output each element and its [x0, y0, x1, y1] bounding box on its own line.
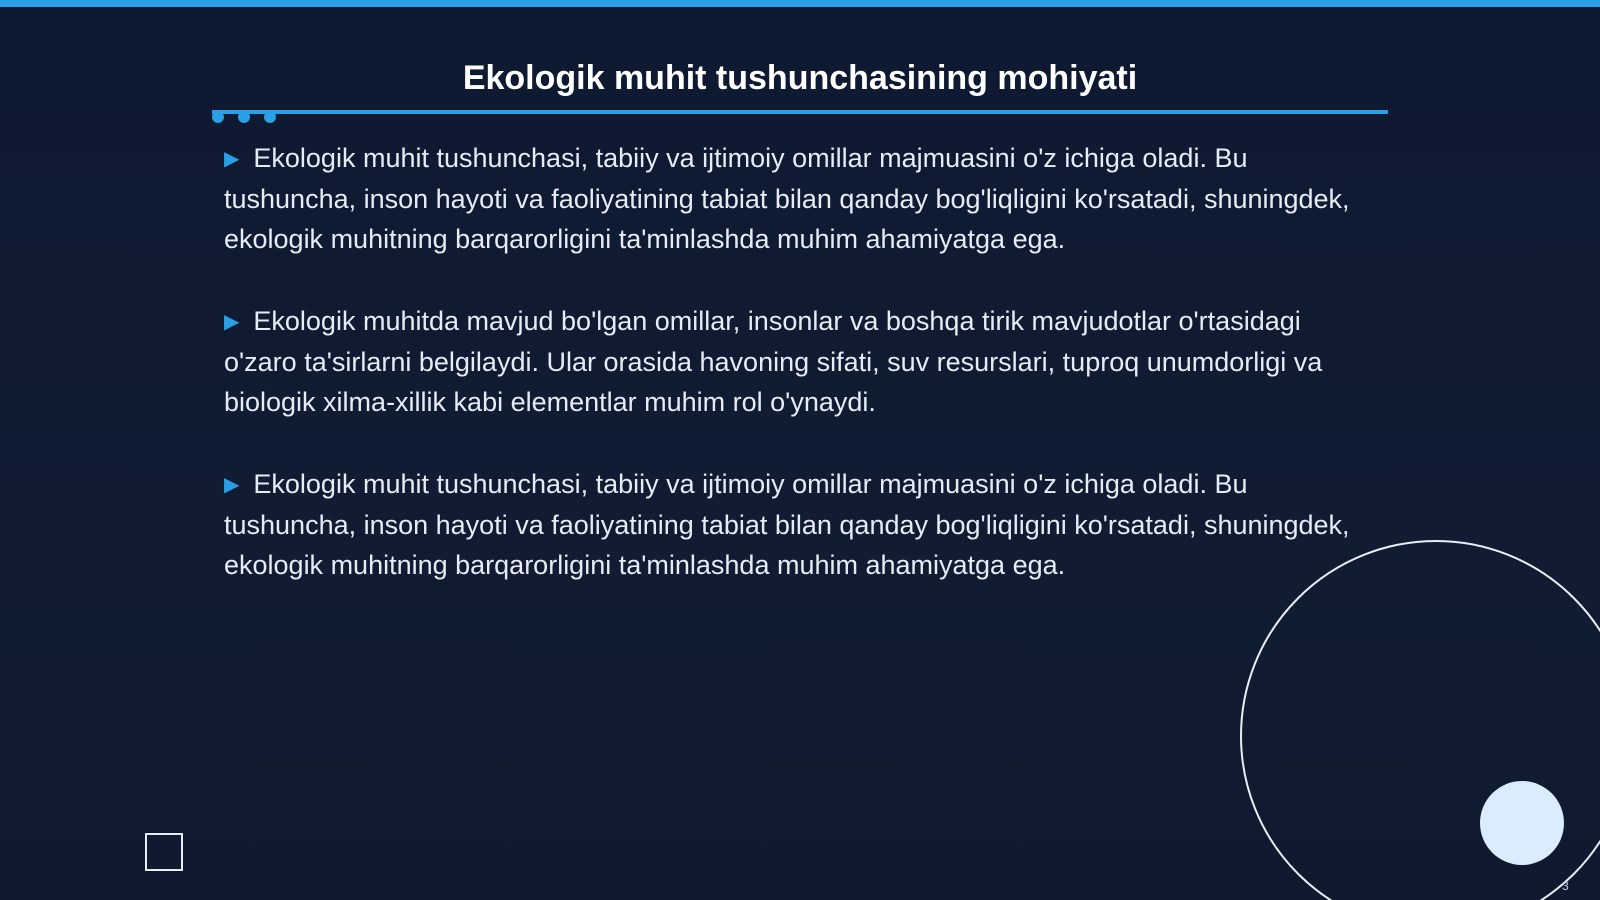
bullet-paragraph: [224, 138, 1354, 259]
paragraph-text: Ekologik muhit tushunchasi, tabiiy va ijtimoiy omillar majmuasini o'z ichiga oladi. Bu tushuncha, inson hayoti va faoliyatining tabiat bilan qanday bog'liqligini ko'rsatadi, shuningdek, ekologik muhitning barqarorligini ta'minlashda muhim ahamiyatga ega.: [224, 469, 1350, 580]
slide-title: Ekologik muhit tushunchasining mohiyati: [462, 59, 1138, 97]
decor-dot: [212, 111, 224, 123]
bullet-paragraph: [224, 464, 1354, 585]
bullet-paragraph: [224, 301, 1354, 422]
paragraph-text: Ekologik muhit tushunchasi, tabiiy va ijtimoiy omillar majmuasini o'z ichiga oladi. Bu tushuncha, inson hayoti va faoliyatining tabiat bilan qanday bog'liqligini ko'rsatadi, shuningdek, ekologik muhitning barqarorligini ta'minlashda muhim ahamiyatga ega.: [224, 143, 1350, 254]
title-underline: [212, 110, 1388, 114]
decor-circle: [1480, 781, 1564, 865]
slide-body: [224, 138, 1354, 627]
triangle-right-icon: ▶: [224, 148, 240, 170]
decor-dot: [264, 111, 276, 123]
triangle-right-icon: ▶: [224, 311, 240, 333]
decor-dot: [238, 111, 250, 123]
paragraph-text: Ekologik muhitda mavjud bo'lgan omillar, insonlar va boshqa tirik mavjudotlar o'rtasidagi o'zaro ta'sirlarni belgilaydi. Ular orasida havoning sifati, suv resurslari, tuproq unumdorligi va biologik xilma-xillik kabi elementlar muhim rol o'ynaydi.: [224, 306, 1323, 417]
decor-square: [145, 833, 183, 871]
triangle-right-icon: ▶: [224, 474, 240, 496]
top-accent-bar: [0, 0, 1600, 7]
page-number: 3: [1562, 879, 1569, 893]
